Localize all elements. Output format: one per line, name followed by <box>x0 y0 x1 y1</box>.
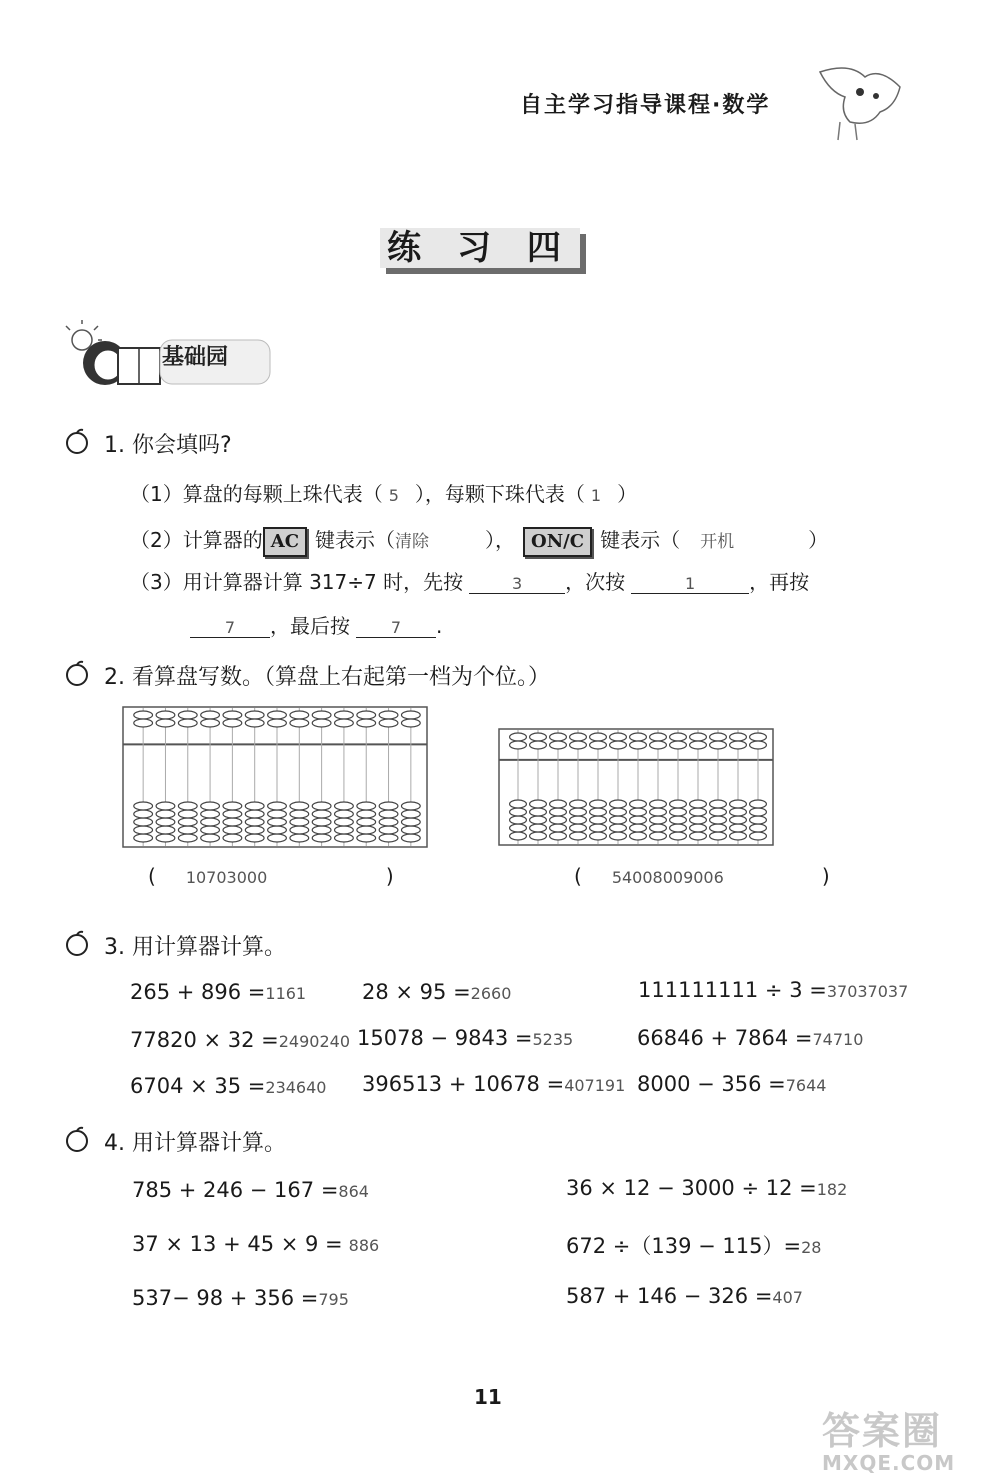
abacus-right-answer: ( 54008009006 ) <box>574 864 830 888</box>
abacus-bead <box>201 826 220 834</box>
abacus-bead <box>290 818 309 826</box>
q3-item-9: 8000 − 356 =7644 <box>637 1072 827 1096</box>
abacus-bead <box>379 826 398 834</box>
abacus-bead <box>178 826 197 834</box>
abacus-bead <box>530 816 547 824</box>
abacus-bead <box>530 733 547 741</box>
abacus-bead <box>290 810 309 818</box>
abacus-bead <box>650 733 667 741</box>
abacus-bead <box>630 733 647 741</box>
abacus-bead <box>750 800 767 808</box>
abacus-bead <box>690 741 707 749</box>
q4-item-3: 37 × 13 + 45 × 9 = 886 <box>132 1232 380 1256</box>
abacus-bead <box>630 816 647 824</box>
abacus-bead <box>245 834 264 842</box>
abacus-bead <box>750 808 767 816</box>
abacus-bead <box>690 733 707 741</box>
abacus-bead <box>710 816 727 824</box>
abacus-bead <box>245 719 264 727</box>
abacus-bead <box>610 733 627 741</box>
abacus-bead <box>223 826 242 834</box>
abacus-bead <box>730 824 747 832</box>
abacus-bead <box>730 733 747 741</box>
abacus-bead <box>710 824 727 832</box>
abacus-bead <box>357 834 376 842</box>
mascot-dog-icon <box>810 52 910 142</box>
abacus-bead <box>590 800 607 808</box>
abacus-bead <box>670 824 687 832</box>
abacus-bead <box>730 800 747 808</box>
abacus-bead <box>510 733 527 741</box>
abacus-bead <box>357 711 376 719</box>
abacus-bead <box>650 808 667 816</box>
abacus-bead <box>550 824 567 832</box>
q4-item-4: 672 ÷（139 − 115）=28 <box>566 1234 822 1258</box>
abacus-bead <box>357 826 376 834</box>
abacus-bead <box>156 834 175 842</box>
abacus-bead <box>335 810 354 818</box>
abacus-bead <box>245 711 264 719</box>
abacus-bead <box>630 741 647 749</box>
abacus-bead <box>335 834 354 842</box>
abacus-bead <box>610 800 627 808</box>
abacus-bead <box>510 741 527 749</box>
abacus-bead <box>134 802 153 810</box>
q1-part1: （1）算盘的每颗上珠代表（ 5 ），每颗下珠代表（ 1 ） <box>130 482 638 506</box>
abacus-bead <box>357 818 376 826</box>
q3-item-2: 28 × 95 =2660 <box>362 980 512 1004</box>
abacus-bead <box>510 800 527 808</box>
abacus-bead <box>223 802 242 810</box>
abacus-bead <box>690 832 707 840</box>
abacus-bead <box>690 816 707 824</box>
abacus-bead <box>268 802 287 810</box>
abacus-bead <box>335 711 354 719</box>
abacus-bead <box>312 818 331 826</box>
abacus-bead <box>510 808 527 816</box>
abacus-bead <box>201 802 220 810</box>
abacus-bead <box>312 719 331 727</box>
abacus-bead <box>550 741 567 749</box>
q1-part3-cont: 7 ，最后按 7 . <box>190 610 442 639</box>
abacus-bead <box>201 810 220 818</box>
abacus-bead <box>379 810 398 818</box>
abacus-bead <box>156 719 175 727</box>
abacus-bead <box>670 808 687 816</box>
q1-p3-answer4: 7 <box>356 618 436 638</box>
abacus-bead <box>401 802 420 810</box>
abacus-bead <box>710 808 727 816</box>
abacus-bead <box>401 810 420 818</box>
abacus-bead <box>290 719 309 727</box>
q1-p2-answer2: 开机 <box>700 532 735 552</box>
abacus-bead <box>268 810 287 818</box>
abacus-left-answer: ( 10703000 ) <box>148 864 394 888</box>
abacus-bead <box>670 816 687 824</box>
abacus-bead <box>610 824 627 832</box>
q4-item-6: 587 + 146 − 326 =407 <box>566 1284 803 1308</box>
abacus-bead <box>630 800 647 808</box>
abacus-bead <box>570 733 587 741</box>
abacus-bead <box>245 826 264 834</box>
abacus-bead <box>750 832 767 840</box>
abacus-bead <box>156 802 175 810</box>
abacus-bead <box>750 733 767 741</box>
abacus-bead <box>710 741 727 749</box>
abacus-bead <box>550 733 567 741</box>
abacus-bead <box>134 834 153 842</box>
abacus-bead <box>670 800 687 808</box>
abacus-bead <box>590 741 607 749</box>
abacus-bead <box>730 816 747 824</box>
abacus-bead <box>201 711 220 719</box>
abacus-bead <box>178 818 197 826</box>
abacus-bead <box>690 800 707 808</box>
apple-icon <box>64 660 90 686</box>
abacus-bead <box>290 826 309 834</box>
abacus-bead <box>223 834 242 842</box>
abacus-bead <box>335 818 354 826</box>
q3-item-1: 265 + 896 =1161 <box>130 980 307 1004</box>
abacus-bead <box>134 810 153 818</box>
abacus-bead <box>510 816 527 824</box>
header-title: 自主学习指导课程·数学 <box>520 93 771 118</box>
abacus-bead <box>610 816 627 824</box>
abacus-bead <box>730 808 747 816</box>
abacus-bead <box>710 733 727 741</box>
abacus-left <box>122 706 428 848</box>
abacus-bead <box>245 810 264 818</box>
q1-p1-answer2: 1 <box>590 486 602 505</box>
abacus-bead <box>510 832 527 840</box>
abacus-bead <box>550 816 567 824</box>
abacus-bead <box>590 816 607 824</box>
abacus-bead <box>290 802 309 810</box>
apple-icon <box>64 1126 90 1152</box>
abacus-bead <box>401 834 420 842</box>
abacus-bead <box>570 800 587 808</box>
abacus-bead <box>312 834 331 842</box>
abacus-bead <box>630 824 647 832</box>
abacus-bead <box>312 810 331 818</box>
abacus-bead <box>401 719 420 727</box>
apple-icon <box>64 930 90 956</box>
abacus-bead <box>550 808 567 816</box>
abacus-bead <box>530 741 547 749</box>
q3-item-5: 15078 − 9843 =5235 <box>357 1026 574 1050</box>
abacus-bead <box>223 818 242 826</box>
abacus-bead <box>268 826 287 834</box>
abacus-bead <box>570 824 587 832</box>
onc-key: ON/C <box>523 527 592 557</box>
abacus-bead <box>201 818 220 826</box>
abacus-bead <box>750 816 767 824</box>
abacus-bead <box>357 802 376 810</box>
abacus-bead <box>710 832 727 840</box>
ac-key: AC <box>263 527 307 557</box>
abacus-bead <box>610 808 627 816</box>
abacus-bead <box>650 741 667 749</box>
abacus-bead <box>268 711 287 719</box>
abacus-bead <box>134 826 153 834</box>
abacus-bead <box>245 802 264 810</box>
abacus-bead <box>550 800 567 808</box>
abacus-bead <box>710 800 727 808</box>
apple-icon <box>64 428 90 454</box>
abacus-bead <box>670 741 687 749</box>
abacus-bead <box>134 719 153 727</box>
abacus-bead <box>650 800 667 808</box>
abacus-bead <box>590 733 607 741</box>
abacus-bead <box>178 810 197 818</box>
abacus-bead <box>178 834 197 842</box>
abacus-bead <box>178 719 197 727</box>
abacus-bead <box>156 826 175 834</box>
q1-p3-answer1: 3 <box>469 574 565 594</box>
abacus-bead <box>650 816 667 824</box>
page-number: 11 <box>474 1385 502 1409</box>
abacus-bead <box>379 711 398 719</box>
abacus-bead <box>670 733 687 741</box>
q3-item-3: 111111111 ÷ 3 =37037037 <box>638 978 909 1002</box>
abacus-bead <box>178 711 197 719</box>
q3-item-8: 396513 + 10678 =407191 <box>362 1072 626 1096</box>
q4-item-1: 785 + 246 − 167 =864 <box>132 1178 369 1202</box>
abacus-bead <box>268 818 287 826</box>
abacus-bead <box>312 826 331 834</box>
abacus-bead <box>379 719 398 727</box>
q3-item-6: 66846 + 7864 =74710 <box>637 1026 864 1050</box>
abacus-bead <box>530 824 547 832</box>
abacus-bead <box>510 824 527 832</box>
q1-part2: （2）计算器的 AC 键表示（清除 ）， ON/C 键表示（ 开机 ） <box>130 524 828 557</box>
q1-p3-answer2: 1 <box>631 574 749 594</box>
abacus-bead <box>730 741 747 749</box>
abacus-bead <box>223 810 242 818</box>
abacus-bead <box>335 802 354 810</box>
abacus-bead <box>610 741 627 749</box>
abacus-bead <box>268 719 287 727</box>
q1-p1-answer1: 5 <box>388 486 399 505</box>
abacus-bead <box>610 832 627 840</box>
abacus-bead <box>650 824 667 832</box>
abacus-bead <box>690 808 707 816</box>
abacus-bead <box>357 810 376 818</box>
abacus-bead <box>401 711 420 719</box>
abacus-bead <box>690 824 707 832</box>
abacus-bead <box>590 808 607 816</box>
abacus-bead <box>312 711 331 719</box>
abacus-bead <box>590 832 607 840</box>
abacus-bead <box>570 816 587 824</box>
abacus-bead <box>650 832 667 840</box>
abacus-bead <box>401 818 420 826</box>
abacus-bead <box>379 834 398 842</box>
q4-item-2: 36 × 12 − 3000 ÷ 12 =182 <box>566 1176 848 1200</box>
abacus-bead <box>156 810 175 818</box>
abacus-bead <box>245 818 264 826</box>
abacus-right <box>498 728 774 846</box>
abacus-bead <box>134 711 153 719</box>
q1-part3: （3）用计算器计算 317÷7 时，先按 3 ，次按 1 ，再按 <box>130 570 810 594</box>
abacus-bead <box>156 711 175 719</box>
page-title: 练 习 四 <box>380 228 590 272</box>
q4-item-5: 537− 98 + 356 =795 <box>132 1286 349 1310</box>
abacus-bead <box>550 832 567 840</box>
section-label: 基础园 <box>162 345 229 370</box>
watermark: 答案圈 MXQE.COM <box>822 1409 956 1475</box>
abacus-bead <box>312 802 331 810</box>
abacus-bead <box>401 826 420 834</box>
abacus-bead <box>335 826 354 834</box>
question-3-title: 3. 用计算器计算。 <box>104 935 286 960</box>
abacus-bead <box>530 800 547 808</box>
abacus-bead <box>178 802 197 810</box>
abacus-bead <box>590 824 607 832</box>
question-2-title: 2. 看算盘写数。（算盘上右起第一档为个位。） <box>104 665 550 690</box>
abacus-bead <box>750 824 767 832</box>
abacus-bead <box>156 818 175 826</box>
abacus-bead <box>201 834 220 842</box>
abacus-bead <box>570 808 587 816</box>
abacus-bead <box>570 741 587 749</box>
abacus-bead <box>268 834 287 842</box>
abacus-bead <box>530 832 547 840</box>
abacus-bead <box>223 711 242 719</box>
question-4-title: 4. 用计算器计算。 <box>104 1131 286 1156</box>
abacus-bead <box>570 832 587 840</box>
abacus-bead <box>201 719 220 727</box>
abacus-bead <box>670 832 687 840</box>
abacus-bead <box>335 719 354 727</box>
abacus-bead <box>290 711 309 719</box>
abacus-bead <box>730 832 747 840</box>
q1-p2-answer1: 清除 <box>395 532 430 552</box>
q1-p3-answer3: 7 <box>190 618 270 638</box>
abacus-bead <box>750 741 767 749</box>
abacus-bead <box>379 802 398 810</box>
q3-item-4: 77820 × 32 =2490240 <box>130 1028 351 1052</box>
abacus-bead <box>630 832 647 840</box>
abacus-bead <box>530 808 547 816</box>
abacus-bead <box>290 834 309 842</box>
abacus-bead <box>630 808 647 816</box>
abacus-bead <box>134 818 153 826</box>
question-1-title: 1. 你会填吗? <box>104 433 232 458</box>
abacus-bead <box>223 719 242 727</box>
abacus-bead <box>379 818 398 826</box>
q3-item-7: 6704 × 35 =234640 <box>130 1074 327 1098</box>
abacus-bead <box>357 719 376 727</box>
